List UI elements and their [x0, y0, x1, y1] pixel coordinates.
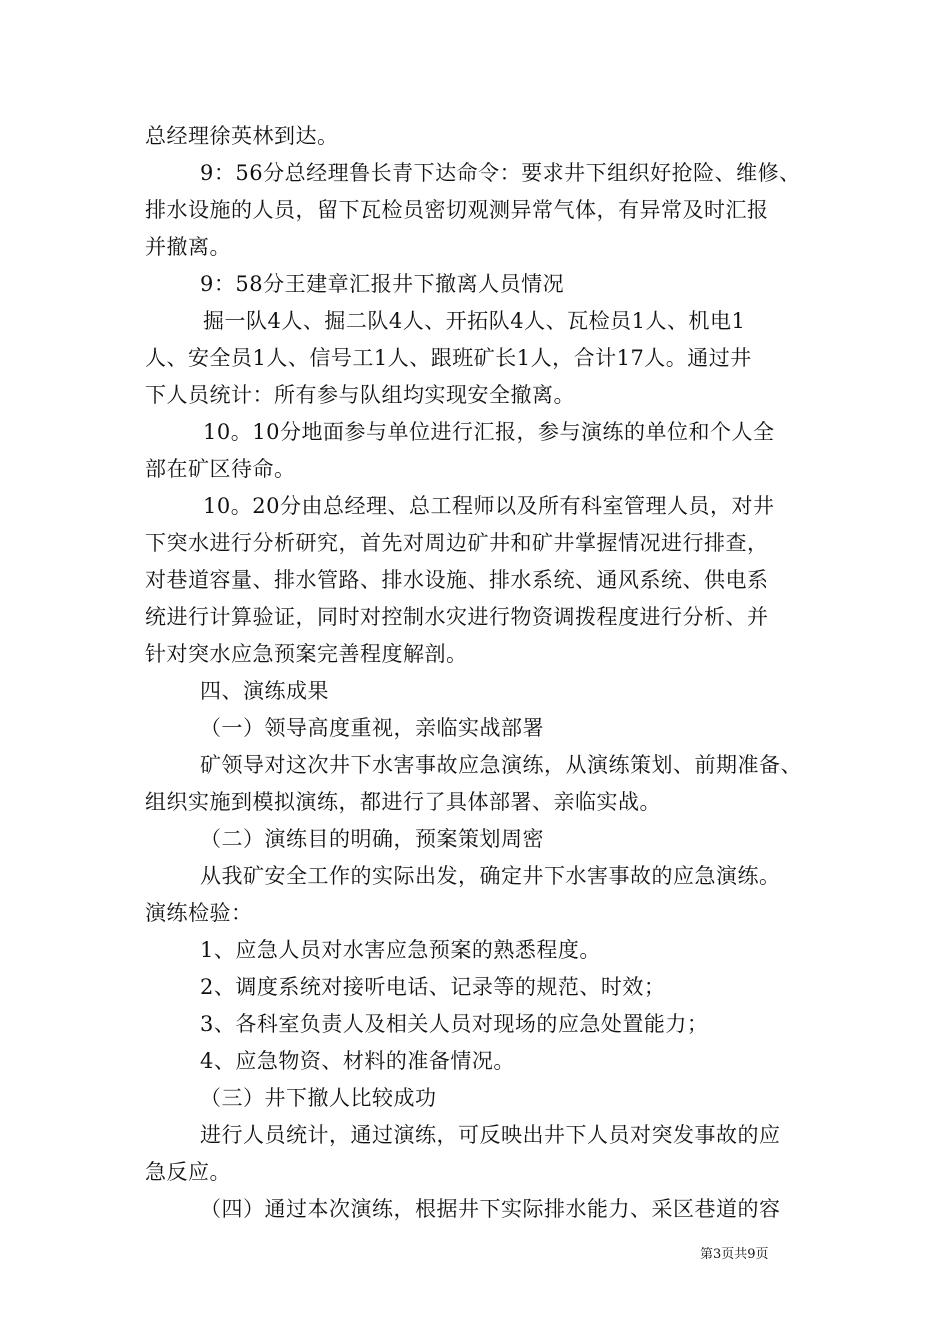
subheading-4: （四）通过本次演练，根据井下实际排水能力、采区巷道的容 — [200, 1197, 781, 1221]
text-line-29: 急反应。 — [145, 1160, 231, 1184]
page-number: 第3页共9页 — [700, 1247, 769, 1262]
text-line-1: 总经理徐英林到达。 — [145, 124, 339, 148]
text-line-10: 部在矿区待命。 — [145, 457, 296, 481]
text-line-9: 10。10分地面参与单位进行汇报，参与演练的单位和个人全 — [203, 420, 775, 444]
subheading-1: （一）领导高度重视，亲临实战部署 — [200, 716, 544, 740]
text-line-5: 9：58分王建章汇报井下撤离人员情况 — [200, 272, 565, 296]
text-line-14: 统进行计算验证，同时对控制水灾进行物资调拨程度进行分析、并 — [145, 605, 769, 629]
text-line-18: 矿领导对这次井下水害事故应急演练，从演练策划、前期准备、 — [200, 753, 802, 777]
text-line-19: 组织实施到模拟演练，都进行了具体部署、亲临实战。 — [145, 790, 661, 814]
section-heading: 四、演练成果 — [200, 679, 329, 703]
text-line-2: 9：56分总经理鲁长青下达命令：要求井下组织好抢险、维修、 — [200, 161, 801, 185]
text-line-3: 排水设施的人员，留下瓦检员密切观测异常气体，有异常及时汇报 — [145, 198, 769, 222]
text-line-4: 并撤离。 — [145, 235, 231, 259]
text-line-22: 演练检验： — [145, 901, 253, 925]
text-line-12: 下突水进行分析研究，首先对周边矿井和矿井掌握情况进行排查， — [145, 531, 769, 555]
list-item-1: 1、应急人员对水害应急预案的熟悉程度。 — [200, 938, 601, 962]
text-line-7: 人、安全员1人、信号工1人、跟班矿长1人，合计17人。通过井 — [145, 346, 752, 370]
list-item-2: 2、调度系统对接听电话、记录等的规范、时效； — [200, 975, 666, 999]
text-line-13: 对巷道容量、排水管路、排水设施、排水系统、通风系统、供电系 — [145, 568, 769, 592]
text-line-6: 掘一队4人、掘二队4人、开拓队4人、瓦检员1人、机电1 — [203, 309, 746, 333]
list-item-3: 3、各科室负责人及相关人员对现场的应急处置能力； — [200, 1012, 709, 1036]
text-line-28: 进行人员统计，通过演练，可反映出井下人员对突发事故的应 — [200, 1123, 781, 1147]
list-item-4: 4、应急物资、材料的准备情况。 — [200, 1049, 515, 1073]
text-line-11: 10。20分由总经理、总工程师以及所有科室管理人员，对井 — [203, 494, 775, 518]
text-line-21: 从我矿安全工作的实际出发，确定井下水害事故的应急演练。 — [200, 864, 781, 888]
subheading-2: （二）演练目的明确，预案策划周密 — [200, 827, 544, 851]
text-line-15: 针对突水应急预案完善程度解剖。 — [145, 642, 468, 666]
text-line-8: 下人员统计：所有参与队组均实现安全撤离。 — [145, 383, 575, 407]
subheading-3: （三）井下撤人比较成功 — [200, 1086, 437, 1110]
